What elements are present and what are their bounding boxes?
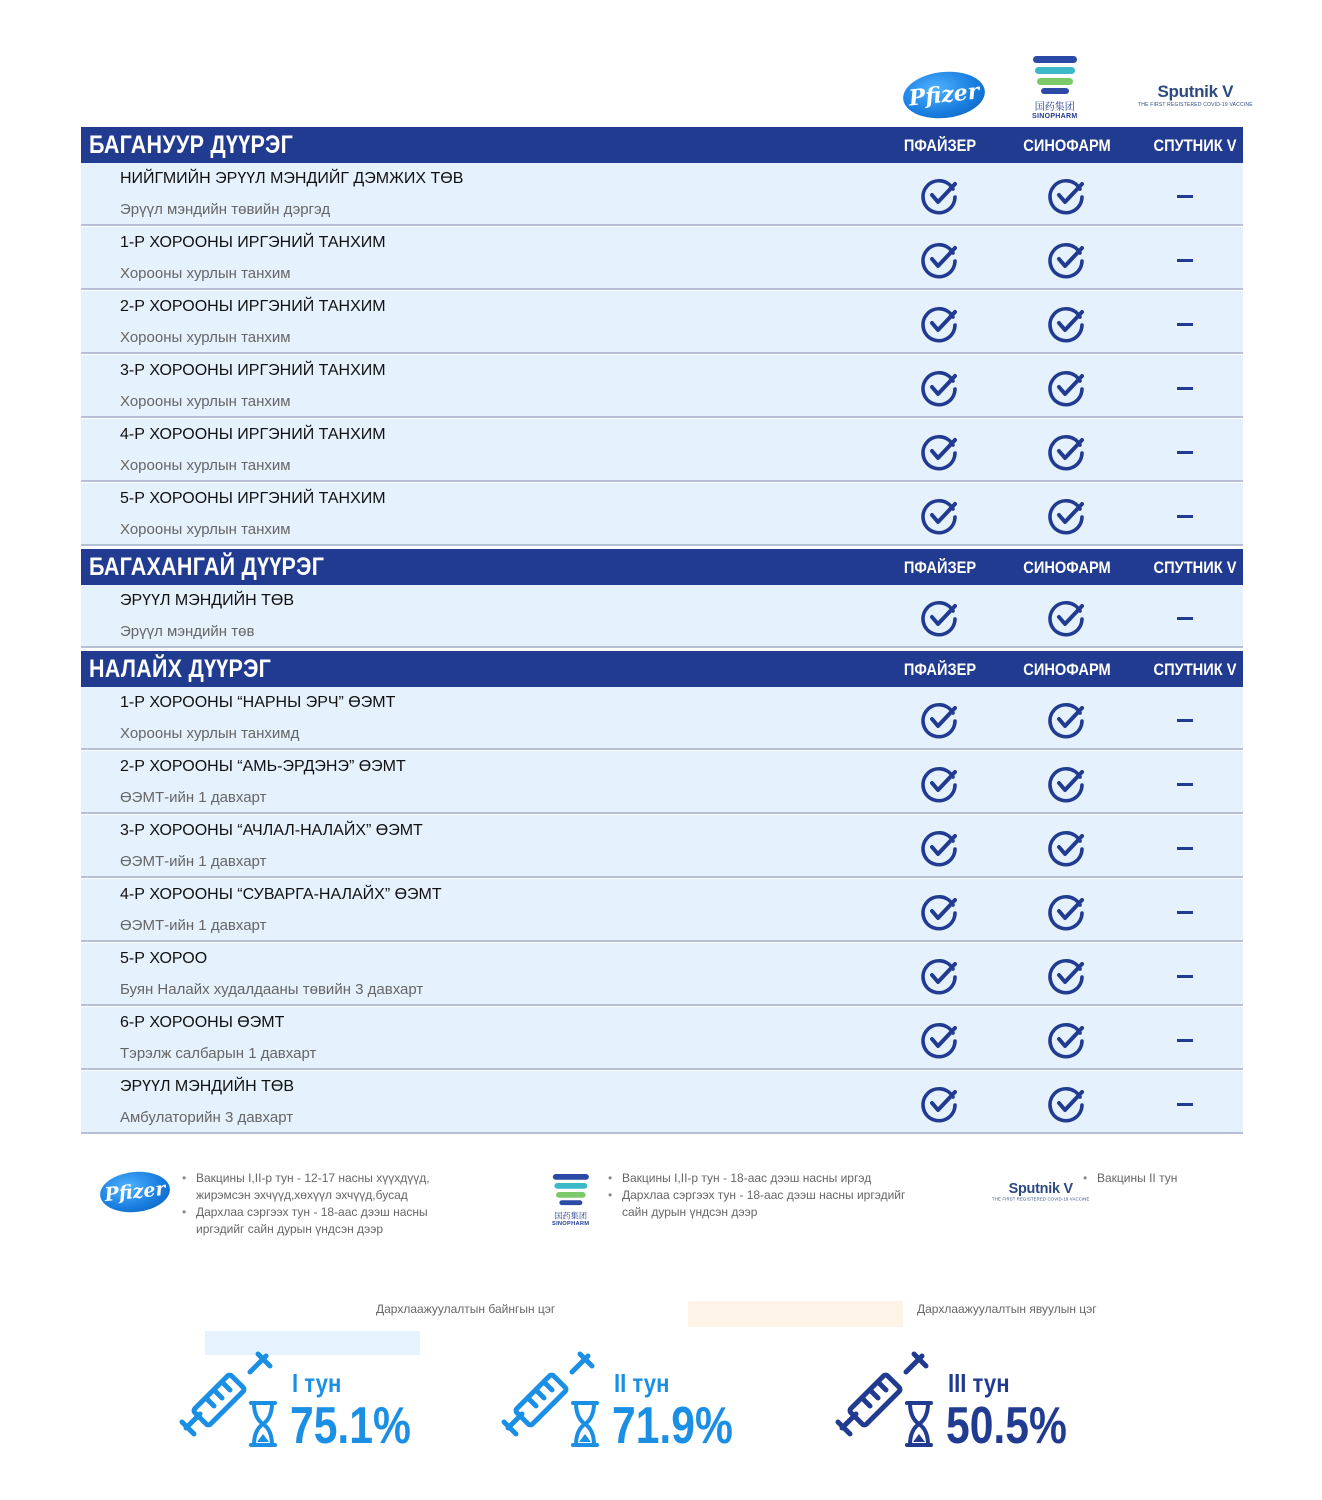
fixed-point-label: Дархлаажуулалтын байнгын цэг xyxy=(376,1302,556,1316)
location-name: 2-Р ХОРООНЫ ИРГЭНИЙ ТАНХИМ xyxy=(120,298,386,315)
district-title: НАЛАЙХ ДҮҮРЭГ xyxy=(89,655,272,683)
check-icon xyxy=(920,367,960,407)
dash-icon xyxy=(1177,1103,1193,1106)
sinopharm-mark-icon xyxy=(553,1174,589,1207)
location-detail: Амбулаторийн 3 давхарт xyxy=(120,1109,294,1126)
sputnik-logo-small: Sputnik V THE FIRST REGISTERED COVID-19 VACCINE xyxy=(992,1180,1090,1203)
mobile-point-swatch xyxy=(688,1301,903,1327)
check-icon xyxy=(920,1083,960,1123)
table-row xyxy=(81,227,1243,290)
location-name: 3-Р ХОРООНЫ ИРГЭНИЙ ТАНХИМ xyxy=(120,362,386,379)
check-icon xyxy=(920,175,960,215)
check-icon xyxy=(1047,431,1087,471)
pfizer-legend xyxy=(180,1170,470,1238)
location-detail: Хорооны хурлын танхим xyxy=(120,329,291,346)
dose-stat xyxy=(500,1348,800,1458)
sinopharm-mark-icon xyxy=(1033,56,1077,96)
section-header xyxy=(81,127,1243,163)
column-header: СИНОФАРМ xyxy=(1023,660,1111,679)
check-icon xyxy=(920,1019,960,1059)
check-icon xyxy=(1047,239,1087,279)
location-detail: Эрүүл мэндийн төв xyxy=(120,623,255,640)
dash-icon xyxy=(1177,323,1193,326)
location-detail: ӨЭМТ-ийн 1 давхарт xyxy=(120,789,267,806)
sinopharm-legend xyxy=(606,1170,906,1221)
column-header: ПФАЙЗЕР xyxy=(903,558,977,577)
column-header: СИНОФАРМ xyxy=(1023,136,1111,155)
table-row xyxy=(81,879,1243,942)
column-header: СИНОФАРМ xyxy=(1023,558,1111,577)
table-row xyxy=(81,419,1243,482)
sputnik-legend xyxy=(1081,1170,1221,1187)
legend-item: • Вакцины I,II-р тун - 12-17 насны хүүхдүүд, жирэмсэн эхчүүд,хөхүүл эхчүүд,бусад xyxy=(196,1170,470,1204)
section-header xyxy=(81,549,1243,585)
dose-percentage: 75.1% xyxy=(290,1397,411,1455)
location-detail: Хорооны хурлын танхим xyxy=(120,521,291,538)
location-name: 3-Р ХОРООНЫ “АЧЛАЛ-НАЛАЙХ” ӨЭМТ xyxy=(120,822,423,839)
location-name: ЭРҮҮЛ МЭНДИЙН ТӨВ xyxy=(120,592,295,609)
table-row xyxy=(81,1071,1243,1134)
location-name: 1-Р ХОРООНЫ “НАРНЫ ЭРЧ” ӨЭМТ xyxy=(120,694,396,711)
legend-item: • Вакцины I,II-р тун - 18-аас дээш насны иргэд xyxy=(622,1170,906,1187)
column-header: ПФАЙЗЕР xyxy=(903,136,977,155)
check-icon xyxy=(920,699,960,739)
check-icon xyxy=(1047,367,1087,407)
hourglass-icon xyxy=(248,1400,278,1453)
check-icon xyxy=(1047,175,1087,215)
location-detail: ӨЭМТ-ийн 1 давхарт xyxy=(120,853,267,870)
table-row xyxy=(81,163,1243,226)
dash-icon xyxy=(1177,195,1193,198)
check-icon xyxy=(920,239,960,279)
location-name: ЭРҮҮЛ МЭНДИЙН ТӨВ xyxy=(120,1078,295,1095)
check-icon xyxy=(920,495,960,535)
check-icon xyxy=(1047,597,1087,637)
check-icon xyxy=(920,827,960,867)
check-icon xyxy=(1047,891,1087,931)
column-header: СПУТНИК V xyxy=(1153,660,1237,679)
hourglass-icon xyxy=(570,1400,600,1453)
column-header: СПУТНИК V xyxy=(1153,136,1237,155)
sinopharm-logo: 国药集团 SINOPHARM xyxy=(1032,56,1077,120)
check-icon xyxy=(1047,699,1087,739)
check-icon xyxy=(920,597,960,637)
location-detail: ӨЭМТ-ийн 1 давхарт xyxy=(120,917,267,934)
location-name: 2-Р ХОРООНЫ “АМЬ-ЭРДЭНЭ” ӨЭМТ xyxy=(120,758,406,775)
section-header xyxy=(81,651,1243,687)
location-detail: Хорооны хурлын танхим xyxy=(120,457,291,474)
district-title: БАГАНУУР ДҮҮРЭГ xyxy=(89,131,294,159)
table-row xyxy=(81,943,1243,1006)
hourglass-icon xyxy=(904,1400,934,1453)
location-detail: Хорооны хурлын танхим xyxy=(120,393,291,410)
dose-percentage: 71.9% xyxy=(612,1397,733,1455)
location-name: 5-Р ХОРООНЫ ИРГЭНИЙ ТАНХИМ xyxy=(120,490,386,507)
district-title: БАГАХАНГАЙ ДҮҮРЭГ xyxy=(89,553,325,581)
check-icon xyxy=(920,763,960,803)
dash-icon xyxy=(1177,617,1193,620)
location-detail: Хорооны хурлын танхимд xyxy=(120,725,300,742)
check-icon xyxy=(1047,1019,1087,1059)
table-row xyxy=(81,1007,1243,1070)
location-name: 4-Р ХОРООНЫ ИРГЭНИЙ ТАНХИМ xyxy=(120,426,386,443)
sputnik-logo: Sputnik V THE FIRST REGISTERED COVID-19 VACCINE xyxy=(1138,82,1253,108)
dash-icon xyxy=(1177,911,1193,914)
table-row xyxy=(81,483,1243,546)
dose-percentage: 50.5% xyxy=(946,1397,1067,1455)
dose-stat xyxy=(178,1348,478,1458)
legend-item: • Вакцины II тун xyxy=(1097,1170,1221,1187)
check-icon xyxy=(920,303,960,343)
dash-icon xyxy=(1177,451,1193,454)
dose-label: I тун xyxy=(292,1368,342,1398)
dash-icon xyxy=(1177,387,1193,390)
sinopharm-logo-small: 国药集团 SINOPHARM xyxy=(552,1174,589,1226)
location-detail: Тэрэлж салбарын 1 давхарт xyxy=(120,1045,317,1062)
location-name: 1-Р ХОРООНЫ ИРГЭНИЙ ТАНХИМ xyxy=(120,234,386,251)
location-detail: Эрүүл мэндийн төвийн дэргэд xyxy=(120,201,331,218)
dash-icon xyxy=(1177,847,1193,850)
check-icon xyxy=(1047,1083,1087,1123)
location-name: НИЙГМИЙН ЭРҮҮЛ МЭНДИЙГ ДЭМЖИХ ТӨВ xyxy=(120,170,464,187)
location-name: 6-Р ХОРООНЫ ӨЭМТ xyxy=(120,1014,285,1031)
table-row xyxy=(81,291,1243,354)
location-name: 4-Р ХОРООНЫ “СУВАРГА-НАЛАЙХ” ӨЭМТ xyxy=(120,886,442,903)
location-detail: Хорооны хурлын танхим xyxy=(120,265,291,282)
dash-icon xyxy=(1177,1039,1193,1042)
check-icon xyxy=(1047,303,1087,343)
legend-item: • Дархлаа сэргээх тун - 18-аас дээш насны иргэдийг сайн дурын үндсэн дээр xyxy=(196,1204,470,1238)
check-icon xyxy=(920,891,960,931)
table-row xyxy=(81,815,1243,878)
check-icon xyxy=(1047,495,1087,535)
check-icon xyxy=(1047,763,1087,803)
table-row xyxy=(81,585,1243,648)
dose-stat xyxy=(834,1348,1134,1458)
table-row xyxy=(81,687,1243,750)
table-row xyxy=(81,751,1243,814)
check-icon xyxy=(1047,955,1087,995)
column-header: СПУТНИК V xyxy=(1153,558,1237,577)
check-icon xyxy=(1047,827,1087,867)
pfizer-logo-small: Pfizer xyxy=(100,1172,170,1212)
dose-label: III тун xyxy=(948,1368,1010,1398)
legend-item: • Дархлаа сэргээх тун - 18-аас дээш насны иргэдийг сайн дурын үндсэн дээр xyxy=(622,1187,906,1221)
dash-icon xyxy=(1177,515,1193,518)
dash-icon xyxy=(1177,975,1193,978)
location-detail: Буян Налайх худалдааны төвийн 3 давхарт xyxy=(120,981,424,998)
mobile-point-label: Дархлаажуулалтын явуулын цэг xyxy=(917,1302,1097,1316)
table-row xyxy=(81,355,1243,418)
dose-label: II тун xyxy=(614,1368,670,1398)
column-header: ПФАЙЗЕР xyxy=(903,660,977,679)
pfizer-logo: Pfizer xyxy=(903,72,985,118)
dash-icon xyxy=(1177,719,1193,722)
check-icon xyxy=(920,955,960,995)
check-icon xyxy=(920,431,960,471)
location-name: 5-Р ХОРОО xyxy=(120,950,208,967)
dash-icon xyxy=(1177,259,1193,262)
dash-icon xyxy=(1177,783,1193,786)
